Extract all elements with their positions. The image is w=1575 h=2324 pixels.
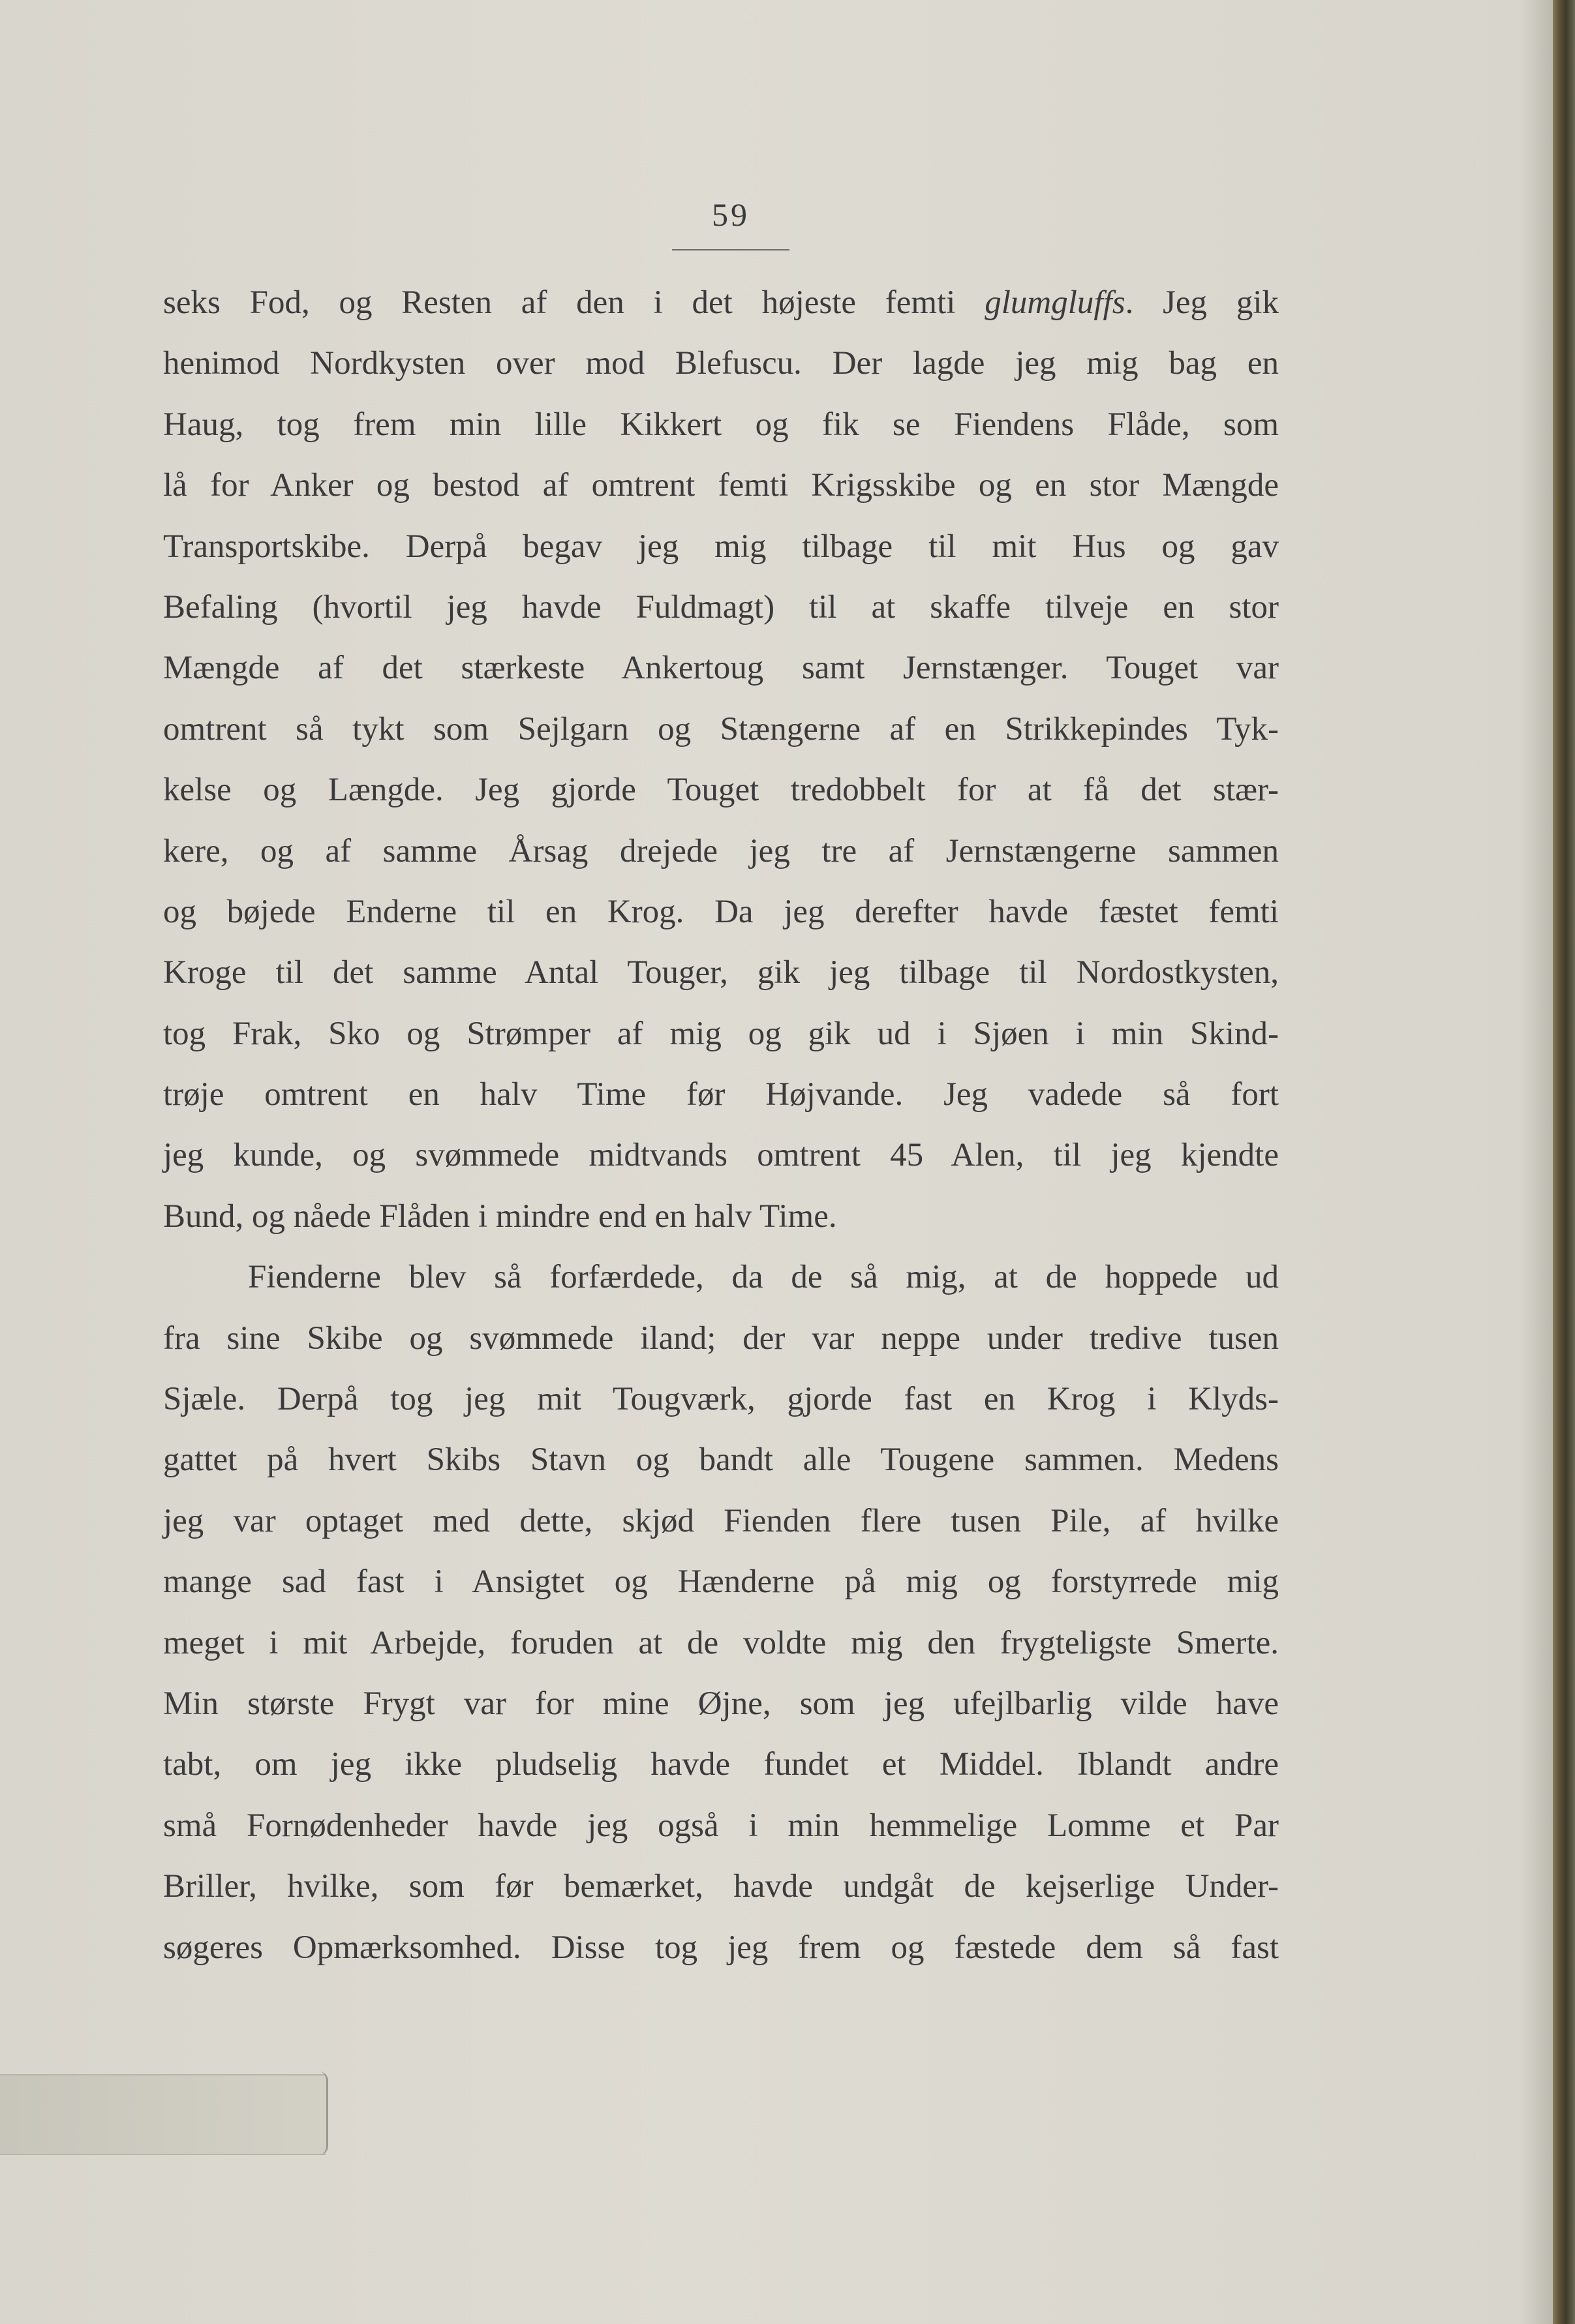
text-line: Kroge til det samme Antal Touger, gik jeg tilbage til Nordostkysten, bbox=[163, 954, 1279, 991]
text-line: meget i mit Arbejde, foruden at de voldte mig den frygteligste Smerte. bbox=[163, 1624, 1279, 1661]
text-line: kelse og Længde. Jeg gjorde Touget tredobbelt for at få det stær- bbox=[163, 772, 1279, 809]
text-line: Sjæle. Derpå tog jeg mit Tougværk, gjorde fast en Krog i Klyds- bbox=[163, 1381, 1279, 1418]
book-binding-edge bbox=[1553, 0, 1575, 2324]
page-number: 59 bbox=[712, 196, 750, 233]
text-line: Transportskibe. Derpå begav jeg mig tilbage til mit Hus og gav bbox=[163, 528, 1279, 565]
page-fold-shadow bbox=[1520, 0, 1553, 2324]
text-line: trøje omtrent en halv Time før Højvande. Jeg vadede så fort bbox=[163, 1076, 1279, 1113]
text-line: tog Frak, Sko og Strømper af mig og gik ud i Sjøen i min Skind- bbox=[163, 1015, 1279, 1052]
italic-word: glumgluffs bbox=[985, 284, 1125, 321]
text-line: Bund, og nåede Flåden i mindre end en halv Time. bbox=[163, 1198, 837, 1235]
text-line: og bøjede Enderne til en Krog. Da jeg derefter havde fæstet femti bbox=[163, 893, 1279, 930]
text-line: Briller, hvilke, som før bemærket, havde undgåt de kejserlige Under- bbox=[163, 1868, 1279, 1905]
text-line: fra sine Skibe og svømmede iland; der var neppe under tredive tusen bbox=[163, 1320, 1279, 1357]
text-line: Mængde af det stærkeste Ankertoug samt Jernstænger. Touget var bbox=[163, 650, 1279, 687]
text-line: gattet på hvert Skibs Stavn og bandt alle Tougene sammen. Medens bbox=[163, 1441, 1279, 1479]
text-line: seks Fod, og Resten af den i det højeste femti glumgluffs. Jeg gik bbox=[163, 284, 1279, 321]
text-line: tabt, om jeg ikke pludselig havde fundet et Middel. Iblandt andre bbox=[163, 1746, 1279, 1783]
text-line: mange sad fast i Ansigtet og Hænderne på mig og forstyrrede mig bbox=[163, 1563, 1279, 1601]
text-line: søgeres Opmærksomhed. Disse tog jeg frem og fæstede dem så fast bbox=[163, 1929, 1279, 1966]
text-line: jeg kunde, og svømmede midtvands omtrent 45 Alen, til jeg kjendte bbox=[163, 1137, 1279, 1174]
text-line: lå for Anker og bestod af omtrent femti Krigsskibe og en stor Mængde bbox=[163, 467, 1279, 504]
text-line: Befaling (hvortil jeg havde Fuldmagt) til at skaffe tilveje en stor bbox=[163, 588, 1279, 626]
text-line: Fienderne blev så forfærdede, da de så mig, at de hoppede ud bbox=[248, 1259, 1279, 1296]
text-line: omtrent så tykt som Sejlgarn og Stængerne af en Strikkepindes Tyk- bbox=[163, 710, 1279, 747]
text-line: Min største Frygt var for mine Øjne, som jeg ufejlbarlig vilde have bbox=[163, 1685, 1279, 1722]
text-line: henimod Nordkysten over mod Blefuscu. Der lagde jeg mig bag en bbox=[163, 345, 1279, 382]
index-tab bbox=[0, 2074, 326, 2155]
body-text bbox=[163, 273, 1279, 1978]
text-line: kere, og af samme Årsag drejede jeg tre af Jernstængerne sammen bbox=[163, 832, 1279, 869]
text-line: små Fornødenheder havde jeg også i min hemmelige Lomme et Par bbox=[163, 1807, 1279, 1844]
page-number-rule bbox=[672, 249, 789, 250]
text-line: jeg var optaget med dette, skjød Fienden flere tusen Pile, af hvilke bbox=[163, 1502, 1279, 1539]
index-tab-edge bbox=[312, 2072, 328, 2155]
text-line: Haug, tog frem min lille Kikkert og fik se Fiendens Flåde, som bbox=[163, 406, 1279, 443]
